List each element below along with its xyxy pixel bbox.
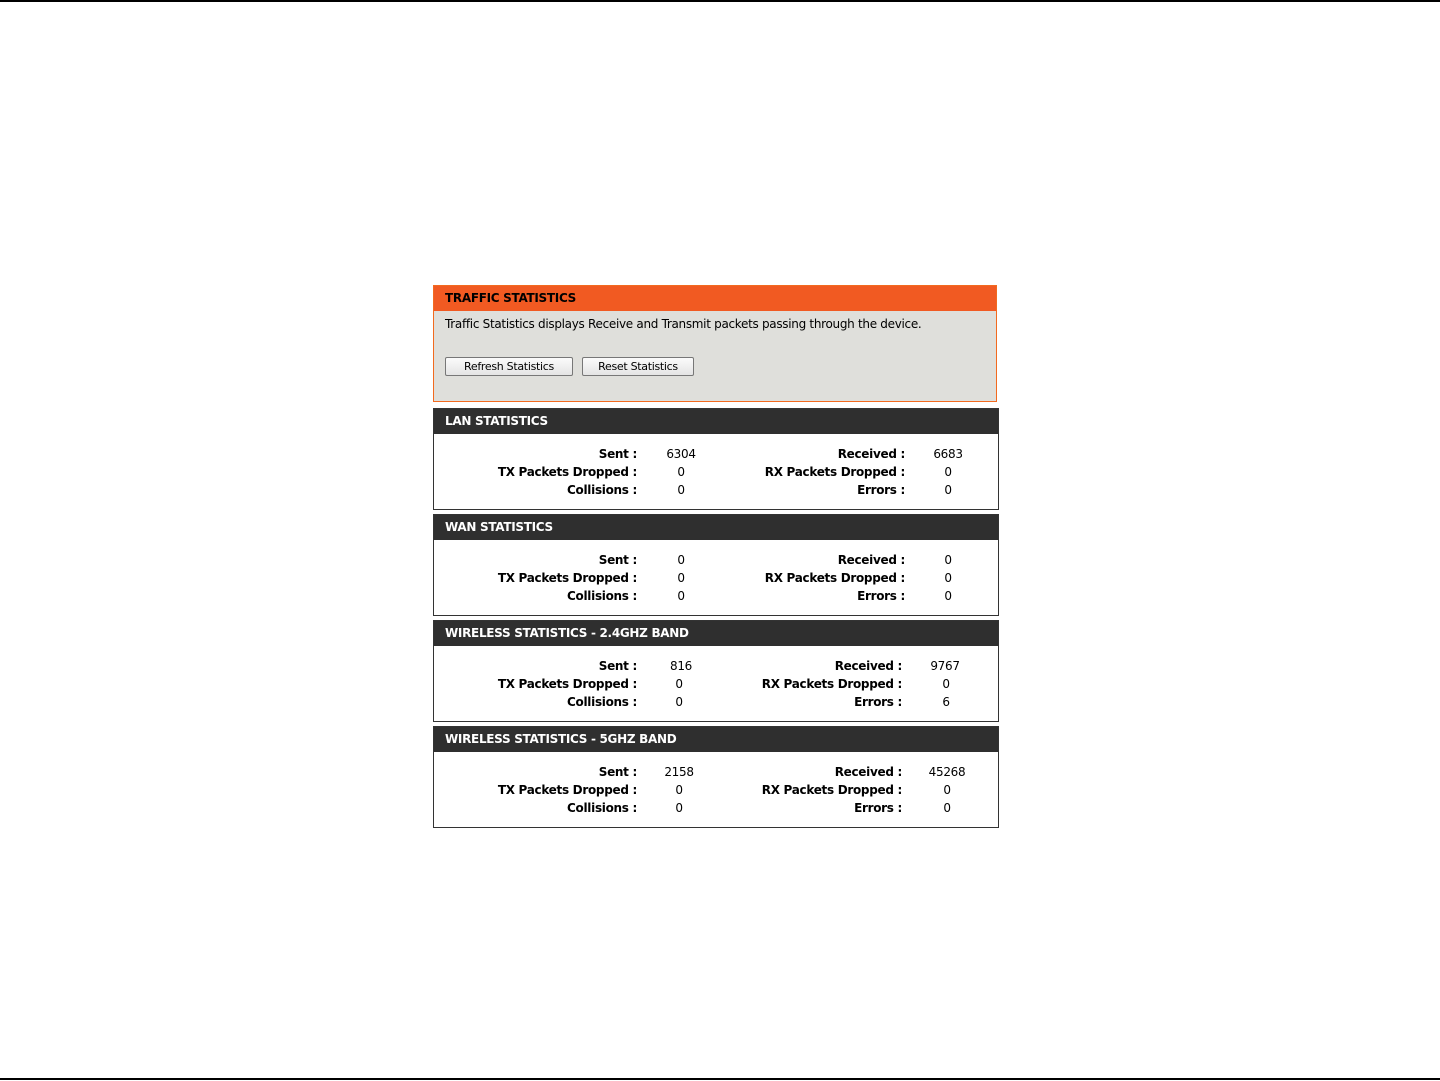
errors-label: Errors : [857, 589, 905, 603]
collisions-value: 0 [677, 483, 685, 497]
errors-value: 0 [944, 589, 952, 603]
collisions-value: 0 [677, 589, 685, 603]
rx-dropped-value: 0 [942, 677, 950, 691]
panel-body [434, 434, 998, 509]
reset-statistics-button[interactable]: Reset Statistics [582, 357, 694, 376]
received-value: 9767 [930, 659, 960, 673]
rx-dropped-label: RX Packets Dropped : [761, 783, 902, 797]
collisions-label: Collisions : [567, 589, 637, 603]
collisions-label: Collisions : [567, 483, 637, 497]
rx-dropped-value: 0 [944, 571, 952, 585]
wireless-24ghz-statistics-panel [433, 620, 999, 722]
received-value: 0 [944, 553, 952, 567]
panel-title: WIRELESS STATISTICS - 2.4GHZ BAND [434, 621, 998, 646]
rx-dropped-label: RX Packets Dropped : [764, 465, 905, 479]
errors-value: 0 [943, 801, 951, 815]
rx-dropped-label: RX Packets Dropped : [761, 677, 902, 691]
traffic-statistics-description: Traffic Statistics displays Receive and Transmit packets passing through the device. [445, 317, 922, 331]
received-label: Received : [837, 447, 905, 461]
panel-title: LAN STATISTICS [434, 409, 998, 434]
errors-label: Errors : [857, 483, 905, 497]
collisions-value: 0 [675, 801, 683, 815]
tx-dropped-value: 0 [677, 465, 685, 479]
wan-statistics-panel [433, 514, 999, 616]
sent-label: Sent : [598, 659, 637, 673]
panel-body [434, 540, 998, 615]
top-rule [0, 0, 1440, 2]
sent-label: Sent : [598, 553, 637, 567]
bottom-rule [0, 1078, 1440, 1080]
collisions-label: Collisions : [567, 801, 637, 815]
sent-value: 816 [669, 659, 692, 673]
lan-statistics-panel [433, 408, 999, 510]
tx-dropped-label: TX Packets Dropped : [497, 465, 637, 479]
wireless-5ghz-statistics-panel [433, 726, 999, 828]
panel-title: WAN STATISTICS [434, 515, 998, 540]
received-value: 45268 [928, 765, 966, 779]
traffic-statistics-box [433, 285, 997, 402]
tx-dropped-value: 0 [677, 571, 685, 585]
errors-label: Errors : [854, 695, 902, 709]
panel-body [434, 752, 998, 827]
sent-label: Sent : [598, 765, 637, 779]
errors-value: 0 [944, 483, 952, 497]
collisions-value: 0 [675, 695, 683, 709]
panel-body [434, 646, 998, 721]
sent-value: 2158 [664, 765, 694, 779]
errors-value: 6 [942, 695, 950, 709]
collisions-label: Collisions : [567, 695, 637, 709]
tx-dropped-label: TX Packets Dropped : [497, 783, 637, 797]
rx-dropped-value: 0 [943, 783, 951, 797]
panel-title: WIRELESS STATISTICS - 5GHZ BAND [434, 727, 998, 752]
refresh-statistics-button[interactable]: Refresh Statistics [445, 357, 573, 376]
tx-dropped-value: 0 [675, 783, 683, 797]
sent-value: 6304 [666, 447, 696, 461]
received-label: Received : [834, 659, 902, 673]
tx-dropped-value: 0 [675, 677, 683, 691]
sent-label: Sent : [598, 447, 637, 461]
received-label: Received : [834, 765, 902, 779]
errors-label: Errors : [854, 801, 902, 815]
traffic-statistics-title: TRAFFIC STATISTICS [434, 286, 996, 311]
rx-dropped-value: 0 [944, 465, 952, 479]
tx-dropped-label: TX Packets Dropped : [497, 571, 637, 585]
received-value: 6683 [933, 447, 963, 461]
tx-dropped-label: TX Packets Dropped : [497, 677, 637, 691]
rx-dropped-label: RX Packets Dropped : [764, 571, 905, 585]
sent-value: 0 [677, 553, 685, 567]
received-label: Received : [837, 553, 905, 567]
